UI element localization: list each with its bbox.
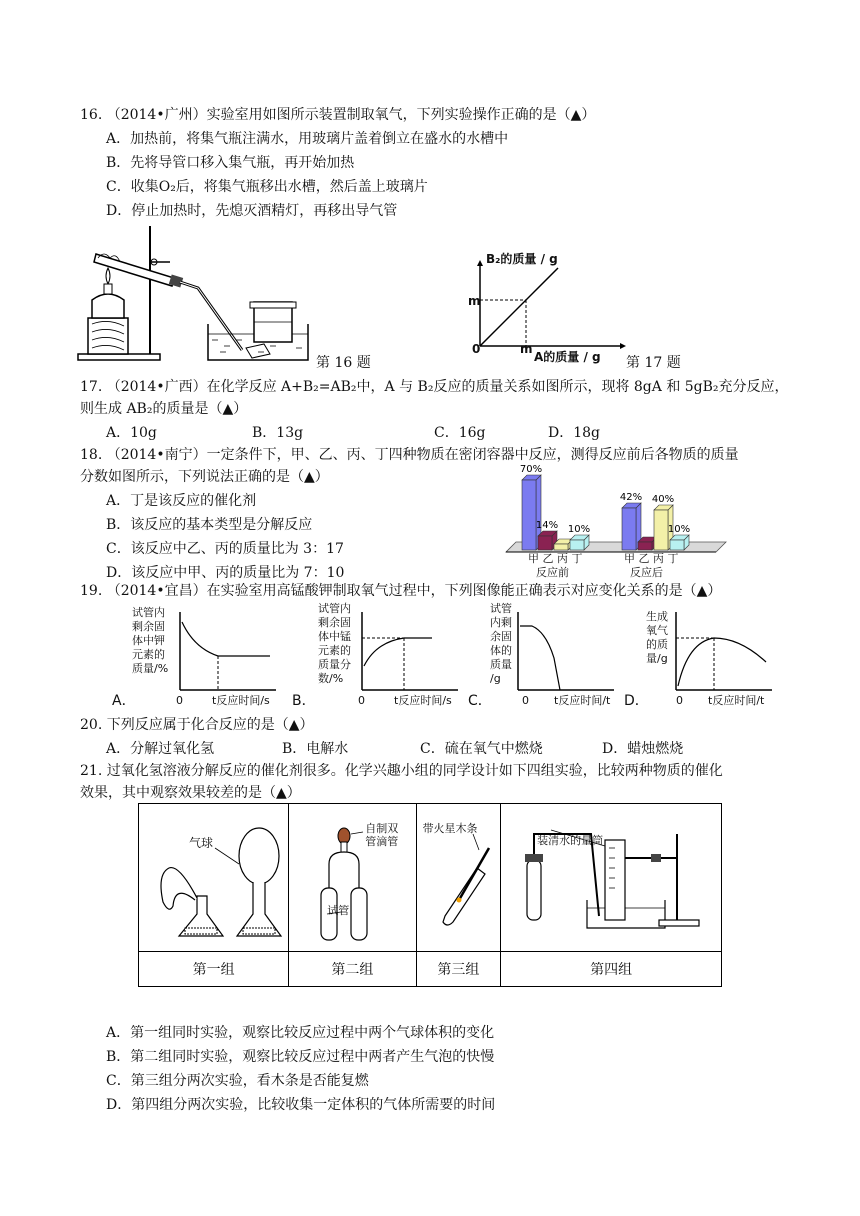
q17-stem-1: 17. （2014•广西）在化学反应 A+B₂=AB₂中，A 与 B₂反应的质量关系如图所示，现将 8gA 和 5gB₂充分反应， — [80, 379, 789, 395]
q19c-y-2: 内剩 — [490, 616, 512, 629]
q19a-y-1: 试管内 — [132, 606, 165, 619]
q18-cat-bing-2: 丙 — [653, 552, 664, 565]
q19b-y-label — [318, 602, 351, 686]
q19d-origin: 0 — [676, 694, 683, 707]
q20-option-b: B．电解水 — [282, 741, 349, 757]
q21-cylinder-label: 装清水的量筒 — [537, 834, 604, 847]
q18-data-label: 70% — [519, 464, 543, 475]
q19c-y-label — [490, 602, 512, 686]
q17-caption: 第 17 题 — [626, 355, 681, 371]
q16-option-d: D．停止加热时，先熄灭酒精灯，再移出导气管 — [106, 203, 398, 219]
q18-stem-2: 分数如图所示，下列说法正确的是（▲） — [80, 469, 329, 485]
q21-group3-caption: 第三组 — [416, 952, 501, 987]
q19a-origin: 0 — [176, 694, 183, 707]
q19b-letter: B． — [292, 693, 316, 709]
q16-option-c: C．收集O₂后，将集气瓶移出水槽，然后盖上玻璃片 — [106, 179, 428, 195]
q19a-y-2: 剩余固 — [132, 620, 165, 633]
q19c-y-5: 质量 — [490, 658, 512, 671]
q18-cat-ding-1: 丁 — [571, 552, 583, 565]
q18-data-label: 42% — [619, 492, 643, 503]
q16-apparatus-figure — [74, 222, 314, 367]
q19b-origin: 0 — [358, 694, 365, 707]
q18-bar — [622, 508, 636, 550]
q19-stem: 19. （2014•宜昌）在实验室用高锰酸钾制取氧气过程中，下列图像能正确表示对应变化关系的是（▲） — [80, 583, 722, 599]
q19b-y-3: 体中锰 — [318, 630, 351, 643]
q16-option-a: A．加热前，将集气瓶注满水，用玻璃片盖着倒立在盛水的水槽中 — [106, 131, 509, 147]
q17-option-d: D．18g — [548, 425, 601, 441]
q18-bar — [538, 536, 552, 550]
q19b-y-6: 数/% — [318, 672, 344, 685]
q21-group4-figure — [501, 804, 722, 952]
q20-option-a: A．分解过氧化氢 — [106, 741, 215, 757]
q18-stem-1: 18. （2014•南宁）一定条件下，甲、乙、丙、丁四种物质在密闭容器中反应，测得反应前后各物质的质量 — [80, 447, 739, 463]
q20-stem: 20. 下列反应属于化合反应的是（▲） — [80, 717, 314, 733]
q21-group2-figure — [289, 804, 416, 952]
q21-option-c: C．第三组分两次实验，看木条是否能复燃 — [106, 1073, 369, 1089]
q19a-letter: A． — [112, 693, 136, 709]
q18-data-label: 10% — [567, 524, 591, 535]
q19b-graph — [360, 612, 460, 692]
q18-data-label: 14% — [535, 520, 559, 531]
q18-bar — [522, 480, 536, 550]
q19c-y-4: 体的 — [490, 644, 512, 657]
q21-option-b: B．第二组同时实验，观察比较反应过程中两者产生气泡的快慢 — [106, 1049, 495, 1065]
q18-cat-bing-1: 丙 — [557, 552, 568, 565]
q19b-y-5: 质量分 — [318, 658, 351, 671]
q17-option-c: C．16g — [434, 425, 486, 441]
q19c-y-1: 试管 — [490, 602, 512, 615]
q16-stem: 16. （2014•广州）实验室用如图所示装置制取氧气，下列实验操作正确的是（▲） — [80, 107, 596, 123]
q18-bar-chart — [500, 462, 730, 584]
q21-option-d: D．第四组分两次实验，比较收集一定体积的气体所需要的时间 — [106, 1097, 496, 1113]
q19b-x-label: t反应时间/s — [394, 694, 452, 707]
q17-option-a: A．10g — [106, 425, 157, 441]
q19c-y-6: /g — [490, 672, 501, 685]
q18-bar — [570, 540, 584, 550]
q18-option-b: B．该反应的基本类型是分解反应 — [106, 517, 313, 533]
q19a-x-label: t反应时间/s — [212, 694, 270, 707]
q17-m-x: m — [520, 342, 533, 356]
q19d-graph — [674, 612, 774, 692]
q19c-x-label: t反应时间/t — [554, 694, 611, 707]
q19b-y-4: 元素的 — [318, 644, 351, 657]
q21-group3-figure — [416, 804, 501, 952]
q21-group2-caption: 第二组 — [289, 952, 416, 987]
q19d-x-label: t反应时间/t — [708, 694, 765, 707]
q19a-y-4: 元素的 — [132, 648, 165, 661]
q21-splint-label: 带火星木条 — [422, 822, 478, 835]
q17-origin: 0 — [472, 342, 481, 356]
q18-cat-before — [528, 552, 583, 565]
q18-cat-after — [624, 552, 679, 565]
q19d-y-2: 氧气 — [646, 624, 668, 637]
balloon-flasks-icon — [139, 804, 289, 952]
q19c-letter: C． — [468, 693, 492, 709]
q17-x-label: A的质量 / g — [534, 350, 601, 364]
q16-caption: 第 16 题 — [316, 355, 371, 371]
q19c-origin: 0 — [522, 694, 529, 707]
q17-stem-2: 则生成 AB₂的质量是（▲） — [80, 401, 248, 417]
q21-group1-figure — [139, 804, 289, 952]
q18-data-label: 40% — [651, 494, 675, 505]
q18-cat-jia-1: 甲 — [528, 552, 539, 565]
q17-option-b: B．13g — [252, 425, 304, 441]
q18-cat-jia-2: 甲 — [624, 552, 635, 565]
q21-option-a: A．第一组同时实验，观察比较反应过程中两个气球体积的变化 — [106, 1025, 495, 1041]
q19d-y-3: 的质 — [646, 638, 668, 651]
q19a-y-3: 体中钾 — [132, 634, 165, 647]
q19b-y-1: 试管内 — [318, 602, 351, 615]
q18-cat-ding-2: 丁 — [667, 552, 679, 565]
q18-cat-yi-2: 乙 — [638, 552, 650, 565]
q21-tube-label: 试管 — [327, 904, 350, 917]
q18-cat-yi-1: 乙 — [542, 552, 554, 565]
q21-dropper-label: 自制双 管滴管 — [365, 822, 399, 848]
q18-option-d: D．该反应中甲、丙的质量比为 7：10 — [106, 565, 345, 581]
q19d-y-4: 量/g — [646, 652, 668, 665]
q17-m-y: m — [468, 294, 481, 308]
q17-graph — [470, 250, 630, 360]
q18-data-label: 10% — [667, 524, 691, 535]
q19a-y-label — [132, 606, 168, 676]
q20-option-c: C．硫在氧气中燃烧 — [420, 741, 543, 757]
q19a-y-5: 质量/% — [132, 662, 169, 675]
q19b-y-2: 剩余固 — [318, 616, 351, 629]
gas-collection-icon — [501, 804, 722, 952]
q21-group1-caption: 第一组 — [139, 952, 289, 987]
q18-bar — [554, 544, 568, 550]
q18-option-a: A．丁是该反应的催化剂 — [106, 493, 257, 509]
q21-experiment-table — [138, 803, 722, 987]
q21-stem-1: 21. 过氧化氢溶液分解反应的催化剂很多。化学兴趣小组的同学设计如下四组实验，比较两种物质的催化 — [80, 763, 723, 779]
q19d-y-1: 生成 — [646, 610, 668, 623]
q19d-y-label — [646, 610, 668, 666]
q17-y-label: B₂的质量 / g — [486, 252, 558, 266]
q21-stem-2: 效果，其中观察效果较差的是（▲） — [80, 785, 301, 801]
q19a-graph — [178, 612, 278, 692]
q19d-letter: D． — [624, 693, 649, 709]
q18-bar — [638, 542, 652, 550]
q20-option-d: D．蜡烛燃烧 — [602, 741, 684, 757]
q16-option-b: B．先将导管口移入集气瓶，再开始加热 — [106, 155, 355, 171]
q18-bar — [654, 510, 668, 550]
q18-group-before: 反应前 — [536, 566, 569, 579]
q18-option-c: C．该反应中乙、丙的质量比为 3：17 — [106, 541, 344, 557]
q21-balloon-label: 气球 — [189, 836, 214, 850]
q19c-y-3: 余固 — [490, 630, 512, 643]
q19c-graph — [516, 612, 616, 692]
q18-group-after: 反应后 — [630, 566, 663, 579]
q21-group4-caption: 第四组 — [501, 952, 722, 987]
q18-bar — [670, 540, 684, 550]
